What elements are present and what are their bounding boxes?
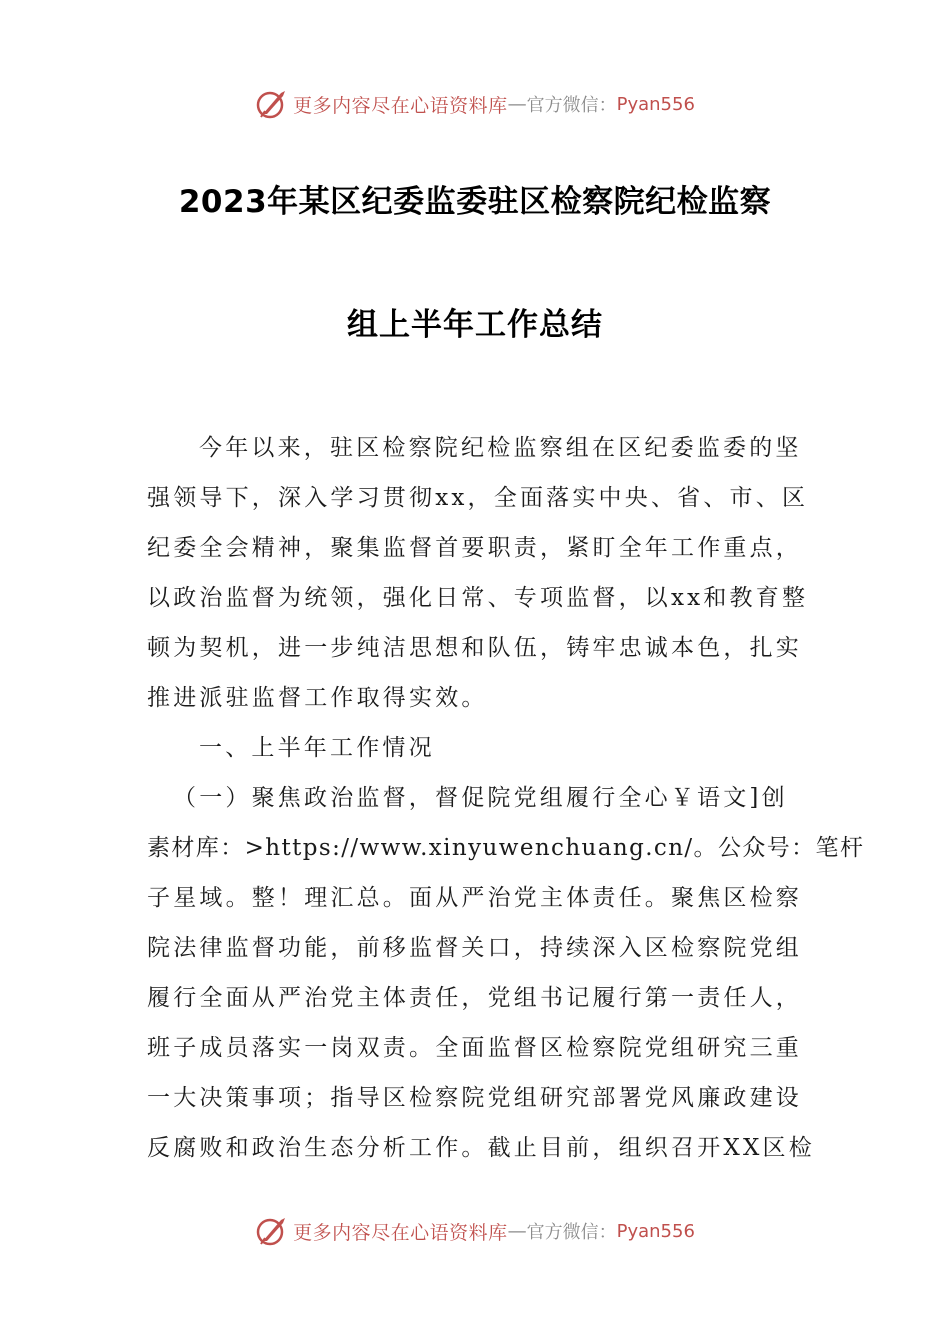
watermark-wechat-id: Pyan556: [616, 93, 695, 115]
body-line: 纪委全会精神，聚集监督首要职责，紧盯全年工作重点，: [147, 535, 802, 561]
document-title-line-2: 组上半年工作总结: [347, 307, 603, 343]
subsection-heading-line: （一）聚焦政治监督，督促院党组履行全心￥语文]创: [173, 785, 788, 811]
quill-logo-icon: [255, 1214, 289, 1248]
body-line: 院法律监督功能，前移监督关口，持续深入区检察院党组: [147, 935, 802, 961]
body-line: 顿为契机，进一步纯洁思想和队伍，铸牢忠诚本色，扎实: [147, 635, 802, 661]
body-line: 班子成员落实一岗双责。全面监督区检察院党组研究三重: [147, 1035, 802, 1061]
quill-logo-icon: [255, 87, 289, 121]
header-watermark: [0, 84, 950, 124]
body-line: 今年以来，驻区检察院纪检监察组在区纪委监委的坚: [199, 435, 802, 461]
body-line: 推进派驻监督工作取得实效。: [147, 685, 488, 711]
watermark-dash: —: [507, 93, 527, 115]
watermark-sub-text: 官方微信：: [526, 1222, 617, 1243]
body-line: 履行全面从严治党主体责任，党组书记履行第一责任人，: [147, 985, 802, 1011]
body-line: 强领导下，深入学习贯彻xx，全面落实中央、省、市、区: [147, 485, 809, 511]
body-line: 以政治监督为统领，强化日常、专项监督，以xx和教育整: [147, 585, 809, 611]
watermark-main-text: 更多内容尽在心语资料库: [293, 1221, 508, 1244]
body-line: 子星域。整！理汇总。面从严治党主体责任。聚焦区检察: [147, 885, 802, 911]
watermark-main-text: 更多内容尽在心语资料库: [293, 94, 508, 117]
body-line: 素材库：>https://www.xinyuwenchuang.cn/。公众号：笔杆: [147, 835, 865, 861]
document-title-line-1: 2023年某区纪委监委驻区检察院纪检监察: [178, 184, 772, 220]
watermark-wechat-id: Pyan556: [616, 1220, 695, 1242]
watermark-sub-text: 官方微信：: [526, 95, 617, 116]
section-heading: 一、上半年工作情况: [199, 735, 435, 761]
body-line: 一大决策事项；指导区检察院党组研究部署党风廉政建设: [147, 1085, 802, 1111]
footer-watermark: [0, 1211, 950, 1251]
body-line: 反腐败和政治生态分析工作。截止目前，组织召开XX区检: [147, 1135, 815, 1161]
watermark-dash: —: [507, 1220, 527, 1242]
